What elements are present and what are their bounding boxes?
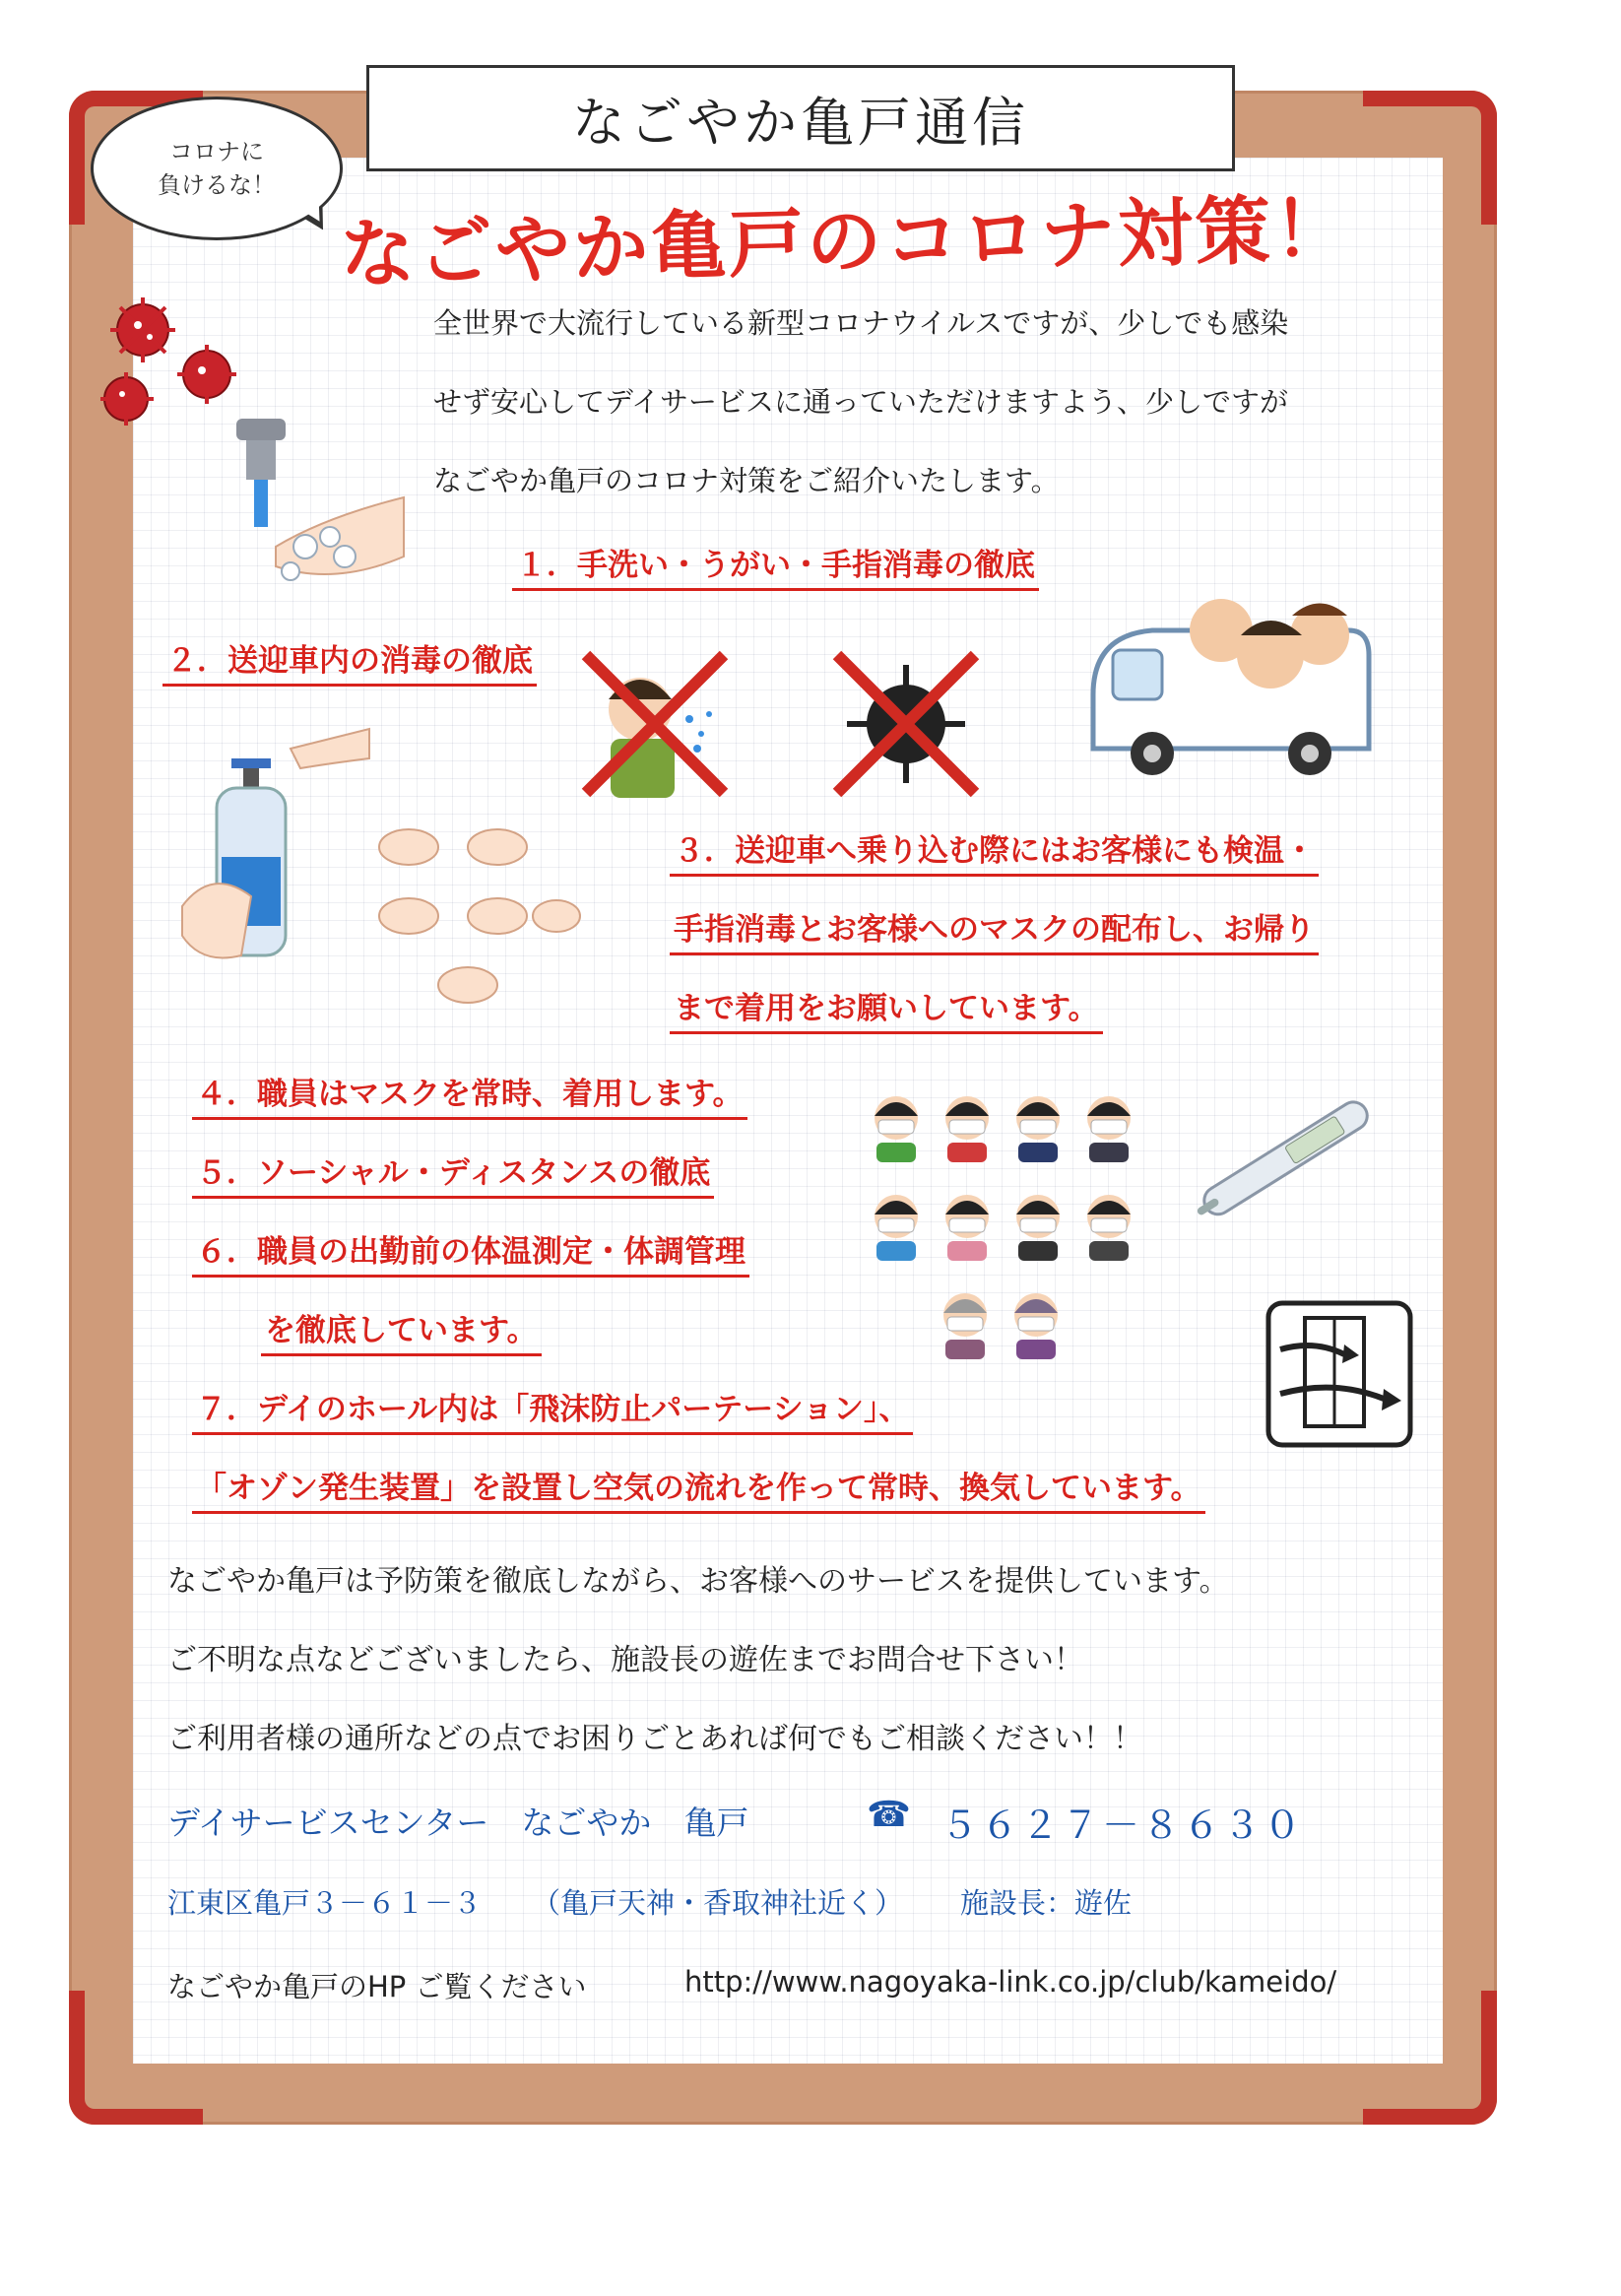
thermometer-icon <box>1182 1083 1389 1231</box>
closing-line: なごやか亀戸は予防策を徹底しながら、お客様へのサービスを提供しています。 <box>167 1564 1229 1599</box>
intro-line: なごやか亀戸のコロナ対策をご紹介いたします。 <box>433 464 1060 497</box>
measure-6-line1: ６．職員の出勤前の体温測定・体調管理 <box>192 1226 749 1278</box>
newsletter-title-box <box>366 65 1235 171</box>
measure-3-line3: まで着用をお願いしています。 <box>670 983 1103 1034</box>
intro-line: 全世界で大流行している新型コロナウイルスですが、少しでも感染 <box>433 306 1289 340</box>
handwash-icon <box>217 409 414 606</box>
measure-7-line2: 「オゾン発生装置」を設置し空気の流れを作って常時、換気しています。 <box>192 1463 1205 1514</box>
ventilation-icon <box>1265 1300 1413 1448</box>
measure-4: ４．職員はマスクを常時、着用します。 <box>192 1069 747 1120</box>
closing-line: ご不明な点などございましたら、施設長の遊佐までお問合せ下さい！ <box>167 1643 1083 1677</box>
intro-line: せず安心してデイサービスに通っていただけますよう、少しですが <box>433 385 1288 419</box>
sanitizer-icon <box>172 719 596 1034</box>
headline: なごやか亀戸のコロナ対策！ <box>338 184 1352 298</box>
facility-name: デイサービスセンター なごやか 亀戸 <box>167 1804 749 1842</box>
bubble-line: 負けるな！ <box>158 171 276 199</box>
measure-6-line2: を徹底しています。 <box>261 1305 542 1356</box>
no-cough-icon <box>571 640 739 808</box>
measure-1: １．手洗い・うがい・手指消毒の徹底 <box>512 540 1039 591</box>
virus-icon <box>98 295 236 443</box>
manager: 施設長：遊佐 <box>960 1886 1133 1920</box>
phone-number: ５６２７－８６３０ <box>940 1804 1305 1847</box>
address: 江東区亀戸３－６１－３ <box>167 1886 483 1920</box>
masked-staff-icon <box>867 1088 1152 1374</box>
no-virus-icon <box>822 640 990 808</box>
measure-3-line2: 手指消毒とお客様へのマスクの配布し、お帰り <box>670 904 1319 955</box>
measure-2: ２．送迎車内の消毒の徹底 <box>162 635 537 687</box>
measure-5: ５．ソーシャル・ディスタンスの徹底 <box>192 1148 714 1199</box>
hp-url[interactable]: http://www.nagoyaka-link.co.jp/club/kameido/ <box>684 1965 1337 1999</box>
measure-3-line1: ３．送迎車へ乗り込む際にはお客様にも検温・ <box>670 825 1319 877</box>
newsletter-title: なごやか亀戸通信 <box>572 91 1029 154</box>
phone-icon: ☎ <box>867 1795 911 1835</box>
measure-7-line1: ７．デイのホール内は「飛沫防止パーテーション」、 <box>192 1384 913 1435</box>
closing-line: ご利用者様の通所などの点でお困りごとあれば何でもご相談ください！！ <box>167 1722 1142 1756</box>
hp-label: なごやか亀戸のHP ご覧ください <box>167 1970 587 2003</box>
van-icon <box>1083 576 1379 793</box>
bubble-line: コロナに <box>169 138 264 165</box>
landmark: （亀戸天神・香取神社近く） <box>532 1886 904 1920</box>
